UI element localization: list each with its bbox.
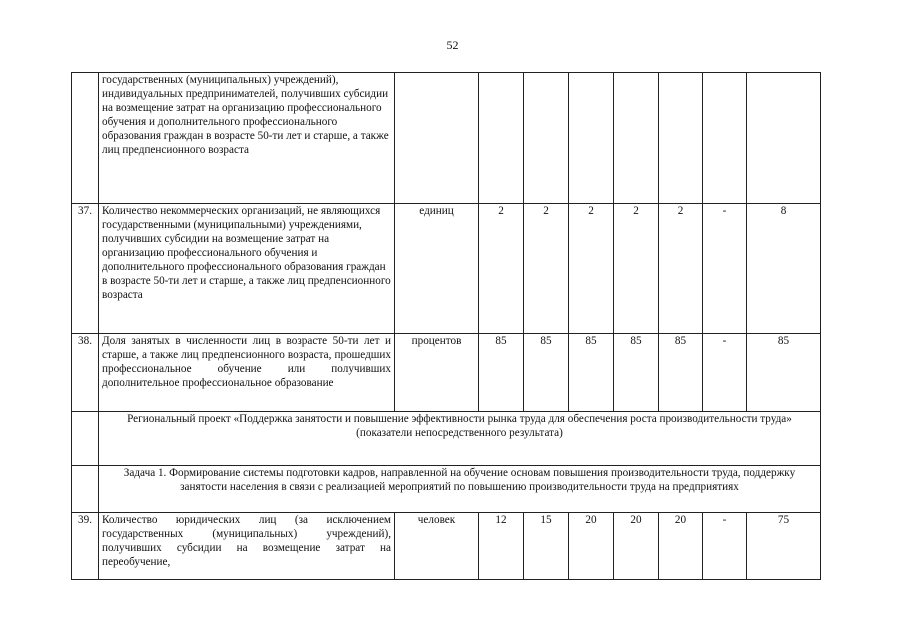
value-cell: 2 xyxy=(479,204,524,334)
total-cell: 75 xyxy=(747,513,821,580)
value-cell xyxy=(479,73,524,204)
section-subtitle: (показатели непосредственного результата) xyxy=(356,427,563,439)
value-cell: 85 xyxy=(659,334,703,412)
value-cell xyxy=(659,73,703,204)
row-number: 37. xyxy=(72,204,99,334)
value-cell xyxy=(614,73,659,204)
value-cell: - xyxy=(703,513,747,580)
unit-cell: процентов xyxy=(395,334,479,412)
section-number-cell xyxy=(72,412,99,466)
table-row-continued xyxy=(72,73,821,204)
value-cell: 85 xyxy=(569,334,614,412)
value-cell xyxy=(703,73,747,204)
row-number: 38. xyxy=(72,334,99,412)
task-heading-row xyxy=(72,466,821,513)
value-cell: 20 xyxy=(614,513,659,580)
total-cell xyxy=(747,73,821,204)
total-cell: 85 xyxy=(747,334,821,412)
unit-cell: единиц xyxy=(395,204,479,334)
value-cell: 2 xyxy=(524,204,569,334)
value-cell: - xyxy=(703,204,747,334)
value-cell: 2 xyxy=(569,204,614,334)
value-cell: 2 xyxy=(614,204,659,334)
task-number-cell xyxy=(72,466,99,513)
indicator-name: Количество юридических лиц (за исключением государственных (муниципальных) учреждений), получивших субсидии на возмещение затрат на переобучение, xyxy=(99,513,395,580)
indicator-name: Количество некоммерческих организаций, не являющихся государственными (муниципальными) учреждениями, получивших субсидии на возмещение затрат на организацию профессионального обучения и дополнительного профессионального образования граждан в возрасте 50-ти лет и старше, а также лиц предпенсионного возраста xyxy=(99,204,395,334)
row-number xyxy=(72,73,99,204)
value-cell xyxy=(569,73,614,204)
table-row-39 xyxy=(72,513,821,580)
value-cell xyxy=(524,73,569,204)
section-title: Региональный проект «Поддержка занятости и повышение эффективности рынка труда для обеспечения роста производительности труда» xyxy=(127,413,792,425)
section-heading-row xyxy=(72,412,821,466)
value-cell: 20 xyxy=(659,513,703,580)
value-cell: 15 xyxy=(524,513,569,580)
page-number: 52 xyxy=(446,38,459,52)
indicator-name: Доля занятых в численности лиц в возрасте 50-ти лет и старше, а также лиц предпенсионного возраста, прошедших профессиональное обучение или получивших дополнительное профессиональное образование xyxy=(99,334,395,412)
indicator-name: государственных (муниципальных) учреждений), индивидуальных предпринимателей, получивших субсидии на возмещение затрат на организацию профессионального обучения и дополнительного профессионального образования граждан в возрасте 50-ти лет и старше, а также лиц предпенсионного возраста xyxy=(99,73,395,204)
table-row-37 xyxy=(72,204,821,334)
row-number: 39. xyxy=(72,513,99,580)
value-cell: 2 xyxy=(659,204,703,334)
indicators-table xyxy=(71,72,821,580)
value-cell: 85 xyxy=(524,334,569,412)
value-cell: 85 xyxy=(614,334,659,412)
total-cell: 8 xyxy=(747,204,821,334)
table-row-38 xyxy=(72,334,821,412)
value-cell: 12 xyxy=(479,513,524,580)
value-cell: 85 xyxy=(479,334,524,412)
unit-cell xyxy=(395,73,479,204)
section-heading xyxy=(99,412,821,466)
value-cell: 20 xyxy=(569,513,614,580)
value-cell: - xyxy=(703,334,747,412)
task-heading: Задача 1. Формирование системы подготовки кадров, направленной на обучение основам повышения производительности труда, поддержку занятости населения в связи с реализацией мероприятий по повышению производительности труда на предприятиях xyxy=(99,466,821,513)
unit-cell: человек xyxy=(395,513,479,580)
